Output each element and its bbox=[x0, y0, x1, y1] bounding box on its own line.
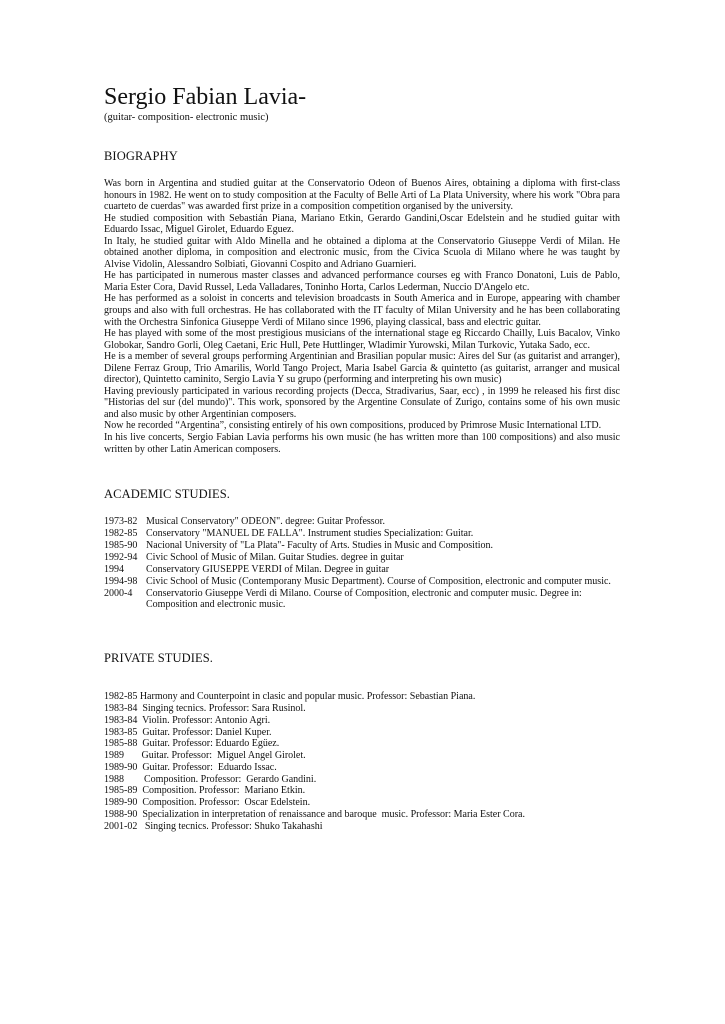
item-text: Nacional University of "La Plata"- Faculty of Arts. Studies in Music and Composition. bbox=[146, 539, 494, 551]
subtitle: (guitar- composition- electronic music) bbox=[104, 112, 269, 123]
list-item: 2001-02 Singing tecnics. Professor: Shuko Takahashi bbox=[104, 820, 323, 832]
list-item bbox=[104, 528, 620, 540]
list-item: 1983-84 Violin. Professor: Antonio Agri. bbox=[104, 714, 271, 726]
bio-paragraph: He studied composition with Sebastián Piana, Mariano Etkin, Gerardo Gandini,Oscar Edelstein and he studied guitar with Eduardo Issac, Miguel Girolet, Eduardo Eguez. bbox=[104, 212, 620, 236]
list-item: 1988-90 Specialization in interpretation of renaissance and baroque music. Professor: Maria Ester Cora. bbox=[104, 808, 525, 820]
list-item bbox=[104, 540, 620, 552]
list-item: 1983-85 Guitar. Professor: Daniel Kuper. bbox=[104, 726, 272, 738]
bio-paragraph: He has played with some of the most prestigious musicians of the international stage eg Riccardo Chailly, Luis Bacalov, Vinko Globokar, Sandro Gorli, Oleg Caetani, Eric Hull, Pete Huttlinger, Wladimir Yurowski, Milan Turkovic, Yutaka Sado, ecc. bbox=[104, 328, 620, 351]
list-item: 1982-85 Harmony and Counterpoint in clasic and popular music. Professor: Sebastian Piana. bbox=[104, 691, 476, 703]
list-item: 1989 Guitar. Professor: Miguel Angel Girolet. bbox=[104, 750, 306, 762]
item-years: 1994 bbox=[104, 563, 124, 575]
private-list bbox=[104, 691, 620, 832]
private-heading: PRIVATE STUDIES. bbox=[104, 651, 214, 666]
bio-paragraph: Having previously participated in various recording projects (Decca, Stradivarius, Saar, ecc) , in 1999 he released his first disc "Historias del sur (del mundo)". This work, sponsored by the Argentine Consulate of Zurigo, contains some of his own music and also music by other Argentinian composers. bbox=[104, 385, 620, 420]
item-years: 1982-85 bbox=[104, 528, 138, 540]
biography-text bbox=[104, 178, 620, 455]
item-text: Civic School of Music (Contemporany Music Department). Course of Composition, electronic and computer music. bbox=[146, 575, 611, 587]
list-item: 1989-90 Composition. Professor: Oscar Edelstein. bbox=[104, 797, 311, 809]
academic-list bbox=[104, 516, 620, 611]
list-item: 1985-89 Composition. Professor: Mariano Etkin. bbox=[104, 785, 306, 797]
list-item bbox=[104, 552, 620, 564]
bio-paragraph: He has participated in numerous master classes and advanced performance courses eg with Franco Donatoni, Luis de Pablo, Maria Ester Cora, David Russel, Leda Valladares, Toninho Horta, Carlos Lederman, Nuccio D'Angelo etc. bbox=[104, 270, 620, 293]
list-item bbox=[104, 564, 620, 576]
item-years: 1985-90 bbox=[104, 539, 138, 551]
biography-heading: BIOGRAPHY bbox=[104, 149, 178, 163]
item-text: Conservatory "MANUEL DE FALLA". Instrument studies Specialization: Guitar. bbox=[146, 528, 474, 540]
bio-paragraph: Now he recorded “Argentina”, consisting entirely of his own compositions, produced by Primrose Music International LTD. bbox=[104, 420, 602, 432]
bio-paragraph: He is a member of several groups performing Argentinian and Brasilian popular music: Aires del Sur (as guitarist and arranger), Dilene Ferraz Group, Trio Amarilis, World Tango Project, Maria Isabel Garcia & quintetto (as guitarist, arranger and musical director), Quintetto caminito, Sergio Lavia Y su grupo (performing and interpreting his own music) bbox=[104, 351, 620, 386]
list-item bbox=[104, 588, 620, 612]
item-years: 1992-94 bbox=[104, 551, 138, 563]
bio-paragraph: In Italy, he studied guitar with Aldo Minella and he obtained a diploma at the Conservatorio Giuseppe Verdi of Milan. He obtained another diploma, in composition and electronic music, from the Civica Scuola di Milano where he was taught by Alvise Vidolin, Alessandro Solbiati, Giovanni Cospito and Adriano Guarnieri. bbox=[104, 235, 620, 270]
bio-paragraph: In his live concerts, Sergio Fabian Lavia performs his own music (he has written more than 100 compositions) and also music written by other Latin American composers. bbox=[104, 432, 620, 455]
cv-document bbox=[104, 84, 620, 832]
item-years: 1994-98 bbox=[104, 575, 138, 587]
item-years: 1973-82 bbox=[104, 516, 138, 528]
item-text: Conservatory GIUSEPPE VERDI of Milan. Degree in guitar bbox=[146, 563, 390, 575]
list-item: 1989-90 Guitar. Professor: Eduardo Issac. bbox=[104, 761, 277, 773]
page-title: Sergio Fabian Lavia- bbox=[104, 84, 307, 110]
item-text: Conservatorio Giuseppe Verdi di Milano. Course of Composition, electronic and computer music. Degree in: Composition and electronic music. bbox=[146, 587, 582, 611]
list-item: 1983-84 Singing tecnics. Professor: Sara Rusinol. bbox=[104, 703, 306, 715]
list-item bbox=[104, 576, 620, 588]
bio-paragraph: Was born in Argentina and studied guitar at the Conservatorio Odeon of Buenos Aires, obtaining a diploma with first-class honours in 1982. He went on to study composition at the Faculty of Belle Arti of La Plata University, where his work "Obra para cuarteto de cuerdas" was awarded first prize in a composition competition organised by the university. bbox=[104, 178, 620, 213]
academic-heading: ACADEMIC STUDIES. bbox=[104, 487, 231, 502]
item-years: 2000-4 bbox=[104, 587, 133, 599]
item-text: Civic School of Music of Milan. Guitar Studies. degree in guitar bbox=[146, 551, 404, 563]
item-text: Musical Conservatory" ODEON". degree: Guitar Professor. bbox=[146, 516, 385, 528]
list-item: 1985-88 Guitar. Professor: Eduardo Egüez. bbox=[104, 738, 280, 750]
list-item: 1988 Composition. Professor: Gerardo Gandini. bbox=[104, 773, 317, 785]
list-item bbox=[104, 516, 620, 528]
bio-paragraph: He has performed as a soloist in concerts and television broadcasts in South America and in Europe, appearing with chamber groups and also with full orchestras. He has collaborated with the IT faculty of Milan University and he has been collaborating with the Orchestra Sinfonica Giuseppe Verdi of Milano since 1996, playing classical, bass and electric guitar. bbox=[104, 293, 620, 328]
